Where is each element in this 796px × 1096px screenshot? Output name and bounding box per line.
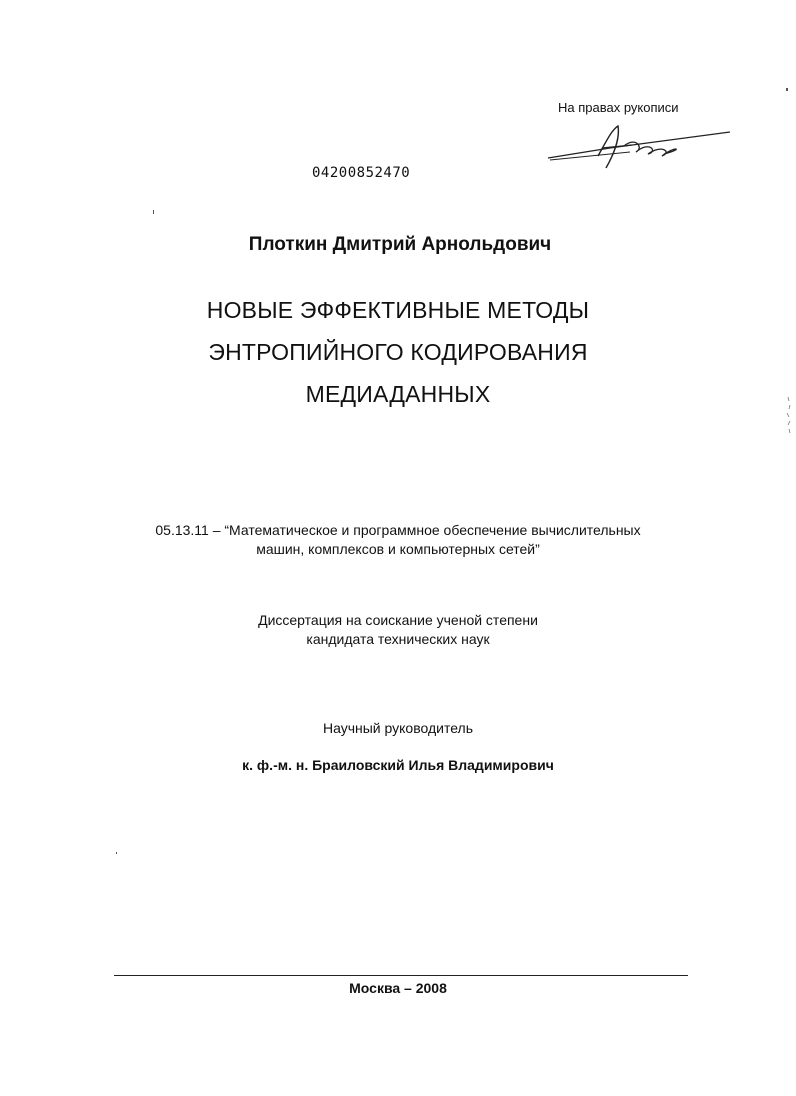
- title-line-2: ЭНТРОПИЙНОГО КОДИРОВАНИЯ: [208, 339, 588, 365]
- rights-note: На правах рукописи: [558, 100, 679, 115]
- title-line-1: НОВЫЕ ЭФФЕКТИВНЫЕ МЕТОДЫ: [206, 297, 590, 323]
- specialty-line-2: машин, комплексов и компьютерных сетей”: [256, 541, 540, 557]
- footer-divider: [114, 975, 688, 976]
- author-name: [0, 234, 796, 256]
- supervisor-label: Научный руководитель: [322, 720, 474, 736]
- handwritten-signature: [540, 118, 740, 174]
- degree-line-2: кандидата технических наук: [306, 631, 490, 647]
- scan-speck: [786, 88, 788, 91]
- scan-speck: [116, 852, 117, 854]
- registration-code: 04200852470: [312, 165, 411, 181]
- author-name-text: Плоткин Дмитрий Арнольдович: [248, 234, 552, 255]
- specialty-line-1: 05.13.11 – “Математическое и программное обеспечение вычислительных: [155, 522, 641, 538]
- degree-line-1: Диссертация на соискание ученой степени: [258, 612, 538, 628]
- supervisor-name: к. ф.-м. н. Браиловский Илья Владимирович: [242, 757, 554, 773]
- margin-scan-marks: [784, 395, 794, 445]
- city-year: Москва – 2008: [349, 980, 447, 996]
- scan-speck: [153, 210, 154, 214]
- title-line-3: МЕДИАДАННЫХ: [305, 381, 491, 407]
